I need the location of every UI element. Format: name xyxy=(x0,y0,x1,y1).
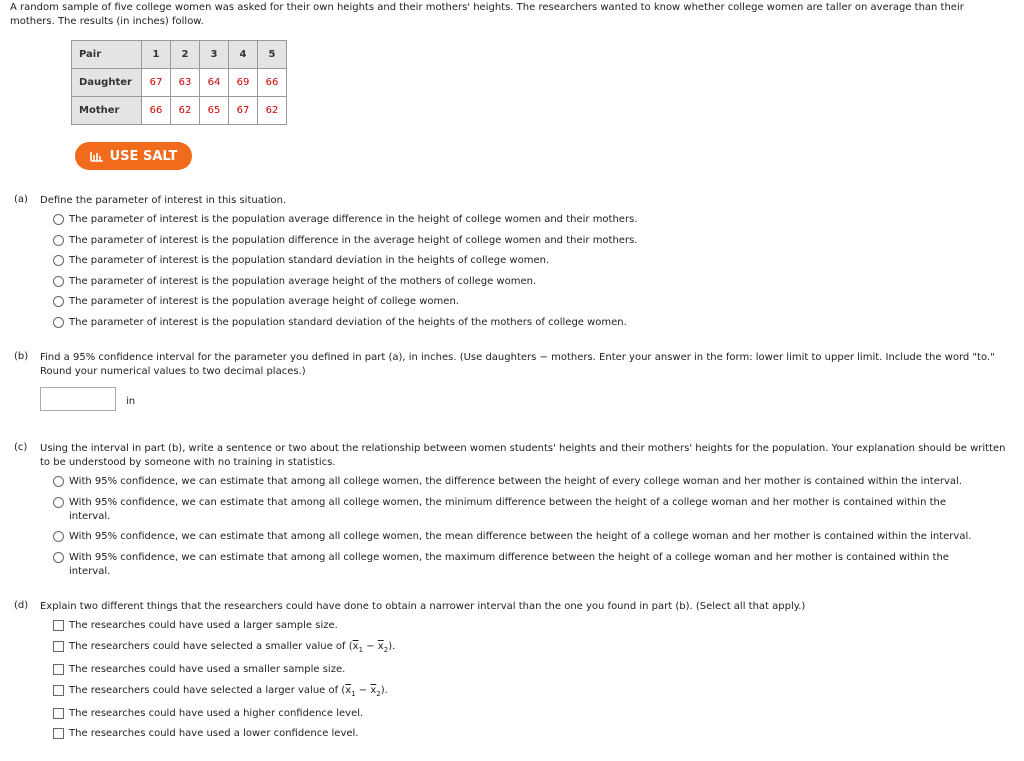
option-text: The researches could have used a lower confidence level. xyxy=(69,728,359,739)
option-text: The parameter of interest is the population average difference in the height of college women and their mothers. xyxy=(69,214,638,225)
radio-button[interactable] xyxy=(53,255,64,266)
heights-table xyxy=(71,40,287,125)
part-c-option[interactable] xyxy=(53,530,999,544)
part-d-option[interactable] xyxy=(53,619,999,633)
table-cell: 69 xyxy=(229,69,258,97)
part-c-label: (c) xyxy=(14,442,28,453)
checkbox[interactable] xyxy=(53,620,64,631)
close-paren: ). xyxy=(380,685,388,696)
table-row-mother xyxy=(72,97,287,125)
problem-intro: A random sample of five college women was asked for their own heights and their mothers' heights. The researchers wanted to know whether college women are taller on average than their mothers. The results (in inches) follow. xyxy=(10,2,964,27)
option-text: The parameter of interest is the population average height of the mothers of college women. xyxy=(69,276,537,287)
option-text: With 95% confidence, we can estimate that among all college women, the minimum difference between the height of a college woman and her mother is contained within the interval. xyxy=(69,497,947,522)
option-text: The researches could have used a higher confidence level. xyxy=(69,708,364,719)
part-a-label: (a) xyxy=(14,194,28,205)
part-c-option[interactable] xyxy=(53,475,999,489)
radio-button[interactable] xyxy=(53,235,64,246)
row-label: Daughter xyxy=(72,69,142,97)
part-a-option[interactable] xyxy=(53,316,999,330)
part-d-option[interactable] xyxy=(53,684,999,701)
use-salt-label: USE SALT xyxy=(109,148,178,164)
x-bar-symbol: $\overline{x}$ xyxy=(352,641,359,652)
table-cell: 66 xyxy=(142,97,171,125)
subscript: 1 xyxy=(351,690,356,698)
option-text: The parameter of interest is the population average height of college women. xyxy=(69,296,459,307)
option-text xyxy=(69,640,999,657)
pair-number: 5 xyxy=(258,41,287,69)
table-cell: 67 xyxy=(142,69,171,97)
part-d-label: (d) xyxy=(14,600,29,611)
pair-number: 3 xyxy=(200,41,229,69)
part-a-question: Define the parameter of interest in this situation. xyxy=(40,195,287,206)
radio-button[interactable] xyxy=(53,214,64,225)
table-header-label: Pair xyxy=(72,41,142,69)
x-bar-symbol: $\overline{x}$ xyxy=(377,641,384,652)
checkbox[interactable] xyxy=(53,641,64,652)
part-a-option[interactable] xyxy=(53,254,999,268)
option-text: The parameter of interest is the population standard deviation in the heights of college women. xyxy=(69,255,550,266)
option-text-prefix: The researchers could have selected a larger value of ( xyxy=(69,685,346,696)
salt-icon xyxy=(90,150,104,163)
part-d-option[interactable] xyxy=(53,640,999,657)
x-bar-symbol: $\overline{x}$ xyxy=(345,685,352,696)
table-cell: 62 xyxy=(258,97,287,125)
minus-sign: − xyxy=(355,685,371,696)
table-cell: 65 xyxy=(200,97,229,125)
option-text: With 95% confidence, we can estimate that among all college women, the maximum difference between the height of a college woman and her mother is contained within the interval. xyxy=(69,552,949,577)
checkbox[interactable] xyxy=(53,685,64,696)
part-d-option[interactable] xyxy=(53,707,999,721)
part-d-question: Explain two different things that the researchers could have done to obtain a narrower interval than the one you found in part (b). (Select all that apply.) xyxy=(40,601,806,612)
x-bar-symbol: $\overline{x}$ xyxy=(370,685,377,696)
minus-sign: − xyxy=(363,641,378,652)
part-d-option[interactable] xyxy=(53,663,999,677)
checkbox[interactable] xyxy=(53,664,64,675)
option-text-prefix: The researchers could have selected a smaller value of ( xyxy=(69,641,353,652)
use-salt-button[interactable] xyxy=(75,142,192,170)
option-text: With 95% confidence, we can estimate that among all college women, the mean difference between the height of a college woman and her mother is contained within the interval. xyxy=(69,531,972,542)
part-b-question: Find a 95% confidence interval for the parameter you defined in part (a), in inches. (Use daughters − mothers. Enter your answer in the form: lower limit to upper limit. Include the word "to." Round your numerical values to two decimal places.) xyxy=(40,352,995,377)
checkbox[interactable] xyxy=(53,728,64,739)
radio-button[interactable] xyxy=(53,497,64,508)
radio-button[interactable] xyxy=(53,531,64,542)
row-label: Mother xyxy=(72,97,142,125)
table-cell: 64 xyxy=(200,69,229,97)
part-c-option[interactable] xyxy=(53,496,979,524)
pair-number: 4 xyxy=(229,41,258,69)
checkbox[interactable] xyxy=(53,708,64,719)
part-c-option[interactable] xyxy=(53,551,979,579)
option-text: The researches could have used a larger sample size. xyxy=(69,620,338,631)
part-a-option[interactable] xyxy=(53,275,999,289)
part-b-label: (b) xyxy=(14,351,29,362)
option-text: The parameter of interest is the population difference in the average height of college women and their mothers. xyxy=(69,235,638,246)
subscript: 2 xyxy=(383,646,389,654)
part-c-question: Using the interval in part (b), write a sentence or two about the relationship between women students' heights and their mothers' heights for the population. Your explanation should be written to be understood by someone with no training in statistics. xyxy=(40,443,1006,468)
pair-number: 1 xyxy=(142,41,171,69)
table-cell: 62 xyxy=(171,97,200,125)
confidence-interval-input[interactable] xyxy=(40,387,116,411)
close-paren: ). xyxy=(388,641,396,652)
part-a-option[interactable] xyxy=(53,234,999,248)
part-d-option[interactable] xyxy=(53,727,999,741)
subscript: 2 xyxy=(376,690,381,698)
option-text: The researches could have used a smaller sample size. xyxy=(69,664,346,675)
table-cell: 63 xyxy=(171,69,200,97)
table-row-daughter xyxy=(72,69,287,97)
option-text: With 95% confidence, we can estimate that among all college women, the difference between the height of every college woman and her mother is contained within the interval. xyxy=(69,476,962,487)
table-header-row xyxy=(72,41,287,69)
radio-button[interactable] xyxy=(53,296,64,307)
subscript: 1 xyxy=(358,646,364,654)
pair-number: 2 xyxy=(171,41,200,69)
table-cell: 66 xyxy=(258,69,287,97)
radio-button[interactable] xyxy=(53,276,64,287)
option-text: The parameter of interest is the population standard deviation of the heights of the mothers of college women. xyxy=(69,317,627,328)
part-a-option[interactable] xyxy=(53,295,999,309)
radio-button[interactable] xyxy=(53,317,64,328)
radio-button[interactable] xyxy=(53,476,64,487)
table-cell: 67 xyxy=(229,97,258,125)
unit-label: in xyxy=(126,396,136,407)
radio-button[interactable] xyxy=(53,552,64,563)
part-a-option[interactable] xyxy=(53,213,999,227)
option-text xyxy=(69,684,999,701)
